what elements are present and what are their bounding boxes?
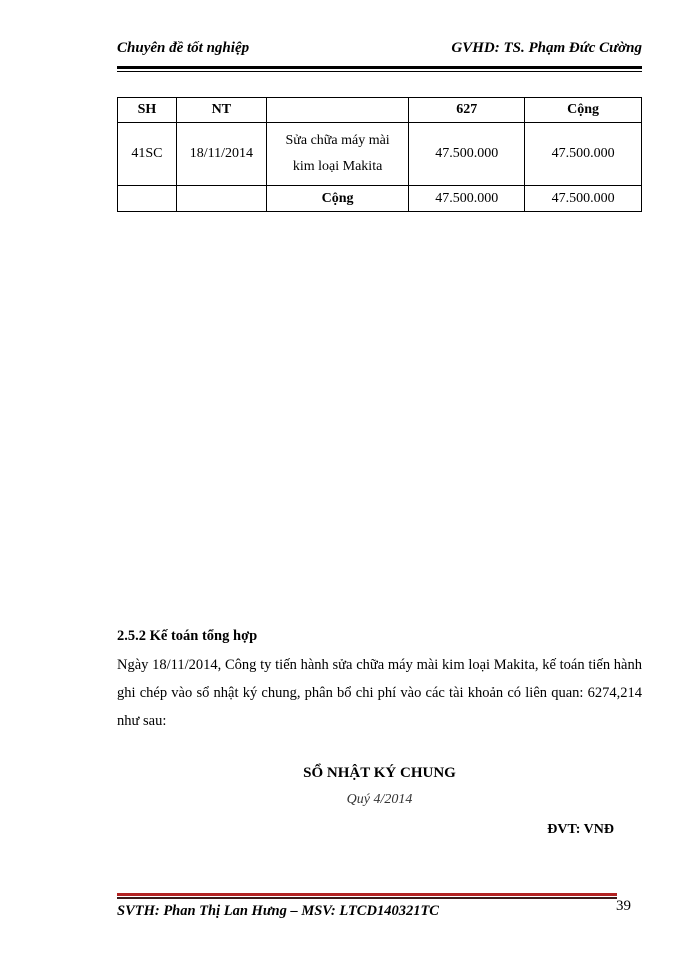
- cell-empty: [118, 186, 177, 212]
- page-header: [117, 40, 642, 64]
- section-paragraph: Ngày 18/11/2014, Công ty tiến hành sửa chữa máy mài kim loại Makita, kế toán tiến hành ghi chép vào sổ nhật ký chung, phân bổ chi phí vào các tài khoản có liên quan: 6274,214 như sau:: [117, 657, 642, 729]
- journal-period: Quý 4/2014: [346, 792, 413, 807]
- description-line-1: Sửa chữa máy mài: [285, 133, 390, 148]
- section-content: [117, 628, 642, 735]
- cell-627: 47.500.000: [409, 123, 525, 186]
- header-nt: NT: [176, 98, 266, 123]
- cell-nt: 18/11/2014: [176, 123, 266, 186]
- header-rule-thin: [117, 71, 642, 72]
- header-627: 627: [409, 98, 525, 123]
- footer-rule-red: [117, 893, 617, 896]
- cell-description: [266, 123, 409, 186]
- header-rule-thick: [117, 66, 642, 69]
- footer-rule-dark: [117, 897, 617, 899]
- header-total: Cộng: [525, 98, 642, 123]
- supervisor-name: GVHD: TS. Phạm Đức Cường: [451, 40, 642, 56]
- header-sh: SH: [118, 98, 177, 123]
- cell-total: 47.500.000: [525, 123, 642, 186]
- journal-title: SỔ NHẬT KÝ CHUNG: [303, 765, 456, 781]
- cell-sh: 41SC: [118, 123, 177, 186]
- table-total-row: [118, 186, 642, 212]
- currency-unit: ĐVT: VNĐ: [547, 822, 614, 837]
- cell-empty: [176, 186, 266, 212]
- table-header-row: [118, 98, 642, 123]
- total-label: Cộng: [266, 186, 409, 212]
- total-sum: 47.500.000: [525, 186, 642, 212]
- cost-table: [117, 97, 642, 212]
- page-number: 39: [616, 898, 631, 914]
- header-description: [266, 98, 409, 123]
- description-line-2: kim loại Makita: [292, 159, 383, 174]
- section-heading: 2.5.2 Kế toán tổng hợp: [117, 628, 258, 644]
- total-627: 47.500.000: [409, 186, 525, 212]
- table-row: [118, 123, 642, 186]
- document-title: Chuyên đề tốt nghiệp: [117, 40, 250, 56]
- student-info: SVTH: Phan Thị Lan Hưng – MSV: LTCD140321TC: [117, 903, 439, 919]
